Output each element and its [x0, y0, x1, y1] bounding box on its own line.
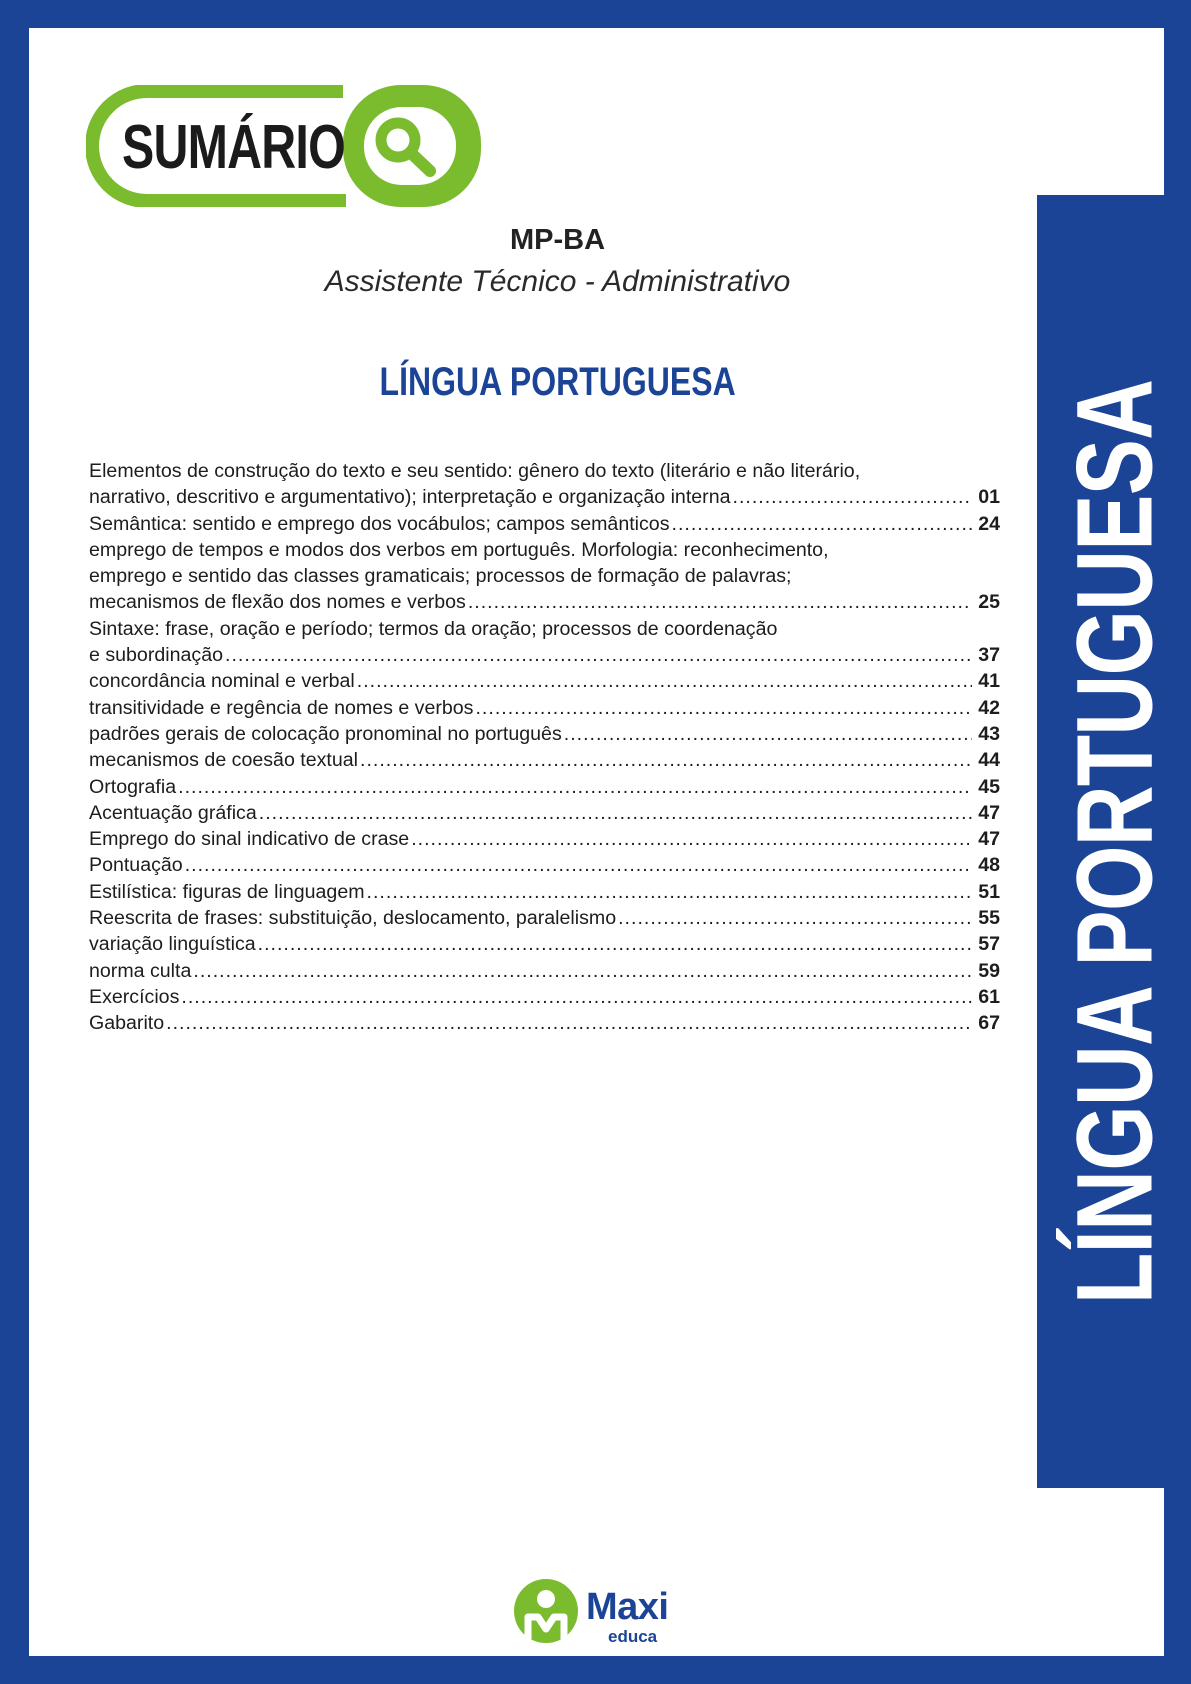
toc-entry: [89, 668, 1000, 694]
toc-entry-text: emprego de tempos e modos dos verbos em português. Morfologia: reconhecimento,: [89, 538, 829, 561]
toc-entry-row: [89, 668, 1000, 694]
toc-entry-text: concordância nominal e verbal: [89, 670, 355, 693]
toc-entry-row: [89, 931, 1000, 957]
toc-entry-text: Emprego do sinal indicativo de crase: [89, 828, 410, 851]
toc-dot-leader: [185, 852, 973, 878]
toc-entry: [89, 879, 1000, 905]
toc-dot-leader: [166, 1010, 972, 1036]
toc-entry-text: transitividade e regência de nomes e verbos: [89, 696, 474, 719]
toc-entry-row: [89, 511, 1000, 537]
toc-page-number: 67: [978, 1012, 1000, 1035]
section-title-text: LÍNGUA PORTUGUESA: [379, 360, 736, 404]
toc-entry: [89, 984, 1000, 1010]
toc-entry: [89, 537, 1000, 616]
toc-entry-text: padrões gerais de colocação pronominal no português: [89, 722, 562, 745]
toc-entry-row: [89, 879, 1000, 905]
toc-page-number: 47: [978, 828, 1000, 851]
toc-dot-leader: [367, 879, 973, 905]
toc-dot-leader: [618, 905, 972, 931]
toc-entry-row: [89, 1010, 1000, 1036]
toc-page-number: 51: [978, 880, 1000, 903]
toc-dot-leader: [225, 642, 972, 668]
side-band-label: [1052, 249, 1177, 1434]
toc-entry-text: mecanismos de coesão textual: [89, 749, 359, 772]
toc-dot-leader: [672, 511, 973, 537]
toc-entry-text: Semântica: sentido e emprego dos vocábulos; campos semânticos: [89, 512, 670, 535]
toc-entry-row: [89, 774, 1000, 800]
toc-entry-text: e subordinação: [89, 644, 223, 667]
toc-entry-text: Estilística: figuras de linguagem: [89, 880, 365, 903]
table-of-contents: [89, 458, 1000, 1037]
document-subtitle: Assistente Técnico - Administrativo: [324, 265, 791, 298]
summary-badge-label: SUMÁRIO: [122, 113, 345, 182]
toc-entry-text: mecanismos de flexão dos nomes e verbos: [89, 591, 466, 614]
toc-dot-leader: [178, 774, 972, 800]
toc-page-number: 61: [978, 985, 1000, 1008]
toc-entry-text: Pontuação: [89, 854, 183, 877]
toc-page-number: 43: [978, 722, 1000, 745]
toc-entry-row: [89, 852, 1000, 878]
toc-page-number: 42: [978, 696, 1000, 719]
toc-entry-text: Exercícios: [89, 985, 180, 1008]
toc-entry-text: variação linguística: [89, 933, 256, 956]
toc-page-number: 47: [978, 801, 1000, 824]
toc-page-number: 45: [978, 775, 1000, 798]
toc-page-number: 44: [978, 749, 1000, 772]
toc-dot-leader: [468, 589, 972, 615]
toc-page-number: 01: [978, 486, 1000, 509]
toc-entry-row: [89, 958, 1000, 984]
toc-entry-text: emprego e sentido das classes gramaticais; processos de formação de palavras;: [89, 565, 792, 588]
logo-name: Maxi: [586, 1586, 669, 1628]
toc-page-number: 48: [978, 854, 1000, 877]
toc-page-number: 41: [978, 670, 1000, 693]
toc-page-number: 37: [978, 644, 1000, 667]
document-title: MP-BA: [509, 224, 606, 256]
toc-page-number: 57: [978, 933, 1000, 956]
toc-entry: [89, 931, 1000, 957]
toc-entry: [89, 958, 1000, 984]
toc-entry: [89, 774, 1000, 800]
toc-entry: [89, 511, 1000, 537]
toc-page-number: 24: [978, 512, 1000, 535]
toc-dot-leader: [564, 721, 972, 747]
toc-entry-text: norma culta: [89, 959, 192, 982]
toc-entry-row: [89, 484, 1000, 510]
toc-entry: [89, 458, 1000, 511]
toc-entry: [89, 616, 1000, 669]
toc-entry-row: [89, 589, 1000, 615]
maxi-person-logo-icon: [514, 1579, 578, 1643]
toc-entry-text: Sintaxe: frase, oração e período; termos da oração; processos de coordenação: [89, 617, 778, 640]
section-title: [0, 360, 1115, 405]
toc-entry: [89, 905, 1000, 931]
toc-page-number: 59: [978, 959, 1000, 982]
toc-dot-leader: [259, 800, 972, 826]
toc-entry-text: Gabarito: [89, 1012, 165, 1035]
toc-entry-text: Ortografia: [89, 775, 177, 798]
toc-entry: [89, 721, 1000, 747]
toc-entry: [89, 852, 1000, 878]
toc-entry-row: [89, 826, 1000, 852]
toc-entry-row: [89, 695, 1000, 721]
toc-entry: [89, 1010, 1000, 1036]
toc-entry-row: [89, 984, 1000, 1010]
toc-entry: [89, 695, 1000, 721]
toc-entry: [89, 800, 1000, 826]
toc-entry-text: narrativo, descritivo e argumentativo); interpretação e organização interna: [89, 486, 731, 509]
toc-entry-row: [89, 642, 1000, 668]
toc-dot-leader: [733, 484, 973, 510]
toc-entry-text: Reescrita de frases: substituição, deslocamento, paralelismo: [89, 907, 617, 930]
toc-entry-row: [89, 905, 1000, 931]
toc-entry-row: [89, 721, 1000, 747]
toc-dot-leader: [357, 668, 972, 694]
toc-entry: [89, 747, 1000, 773]
toc-entry-row: [89, 800, 1000, 826]
toc-dot-leader: [360, 747, 972, 773]
toc-page-number: 55: [978, 907, 1000, 930]
logo-sub: educa: [608, 1627, 658, 1646]
toc-dot-leader: [181, 984, 972, 1010]
toc-dot-leader: [475, 695, 972, 721]
toc-entry: [89, 826, 1000, 852]
toc-dot-leader: [258, 931, 973, 957]
toc-dot-leader: [193, 958, 972, 984]
toc-page-number: 25: [978, 591, 1000, 614]
toc-entry-text: Acentuação gráfica: [89, 801, 257, 824]
side-band-label-text: LÍNGUA PORTUGUESA: [1053, 379, 1175, 1305]
toc-entry-text: Elementos de construção do texto e seu sentido: gênero do texto (literário e não literário,: [89, 460, 861, 482]
toc-entry-row: [89, 747, 1000, 773]
toc-dot-leader: [411, 826, 972, 852]
